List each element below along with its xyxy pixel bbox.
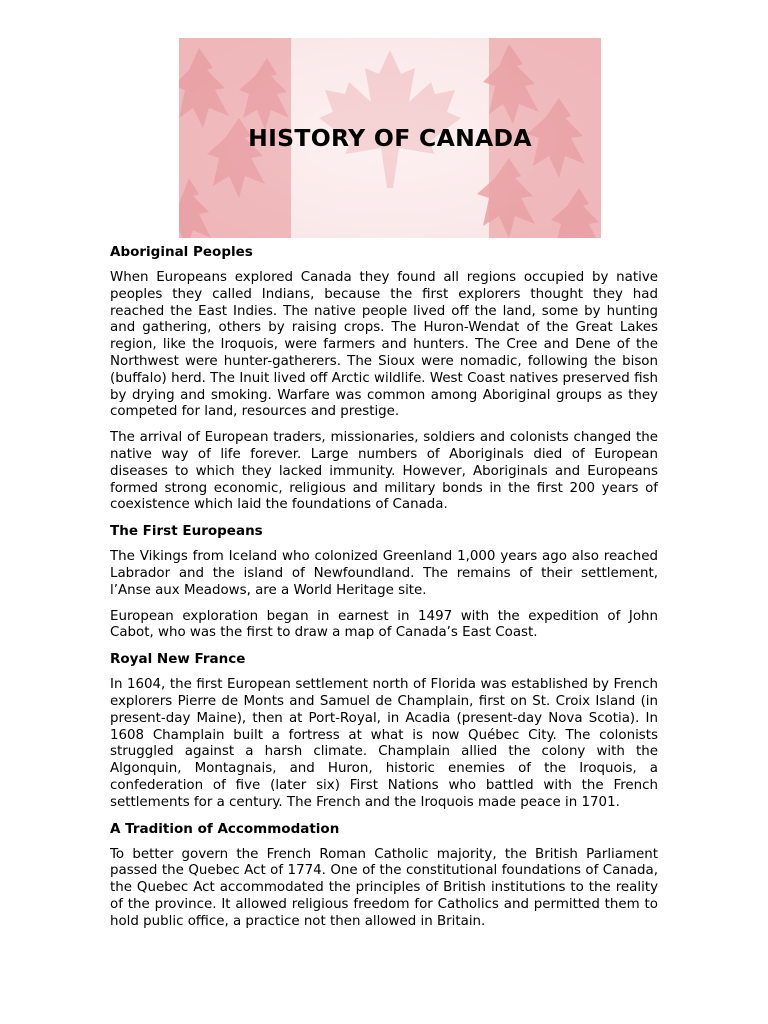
paragraph: To better govern the French Roman Catholic majority, the British Parliament passed the Quebec Act of 1774. One of the constitutional foundations of Canada, the Quebec Act accommodated the principles of British institutions to the reality of the province. It allowed religious freedom for Catholics and permitted them to hold public office, a practice not then allowed in Britain. xyxy=(110,846,658,929)
section-heading: Royal New France xyxy=(110,651,246,668)
paragraph: European exploration began in earnest in 1497 with the expedition of John Cabot, who was the first to draw a map of Canada’s East Coast. xyxy=(110,608,658,641)
section-first-europeans xyxy=(110,523,658,642)
section-heading: Aboriginal Peoples xyxy=(110,244,253,260)
section-heading: The First Europeans xyxy=(110,523,263,540)
paragraph: In 1604, the first European settlement north of Florida was established by French explorers Pierre de Monts and Samuel de Champlain, first on St. Croix Island (in present-day Maine), then at Port-Royal, in Acadia (present-day Nova Scotia). In 1608 Champlain built a fortress at what is now Québec City. The colonists struggled against a harsh climate. Champlain allied the colony with the Algonquin, Montagnais, and Huron, historic enemies of the Iroquois, a confederation of five (later six) First Nations who battled with the French settlements for a century. The French and the Iroquois made peace in 1701. xyxy=(110,677,658,810)
section-tradition-of-accommodation xyxy=(110,821,658,931)
title-banner xyxy=(179,38,601,238)
paragraph: The arrival of European traders, missionaries, soldiers and colonists changed the native way of life forever. Large numbers of Aboriginals died of European diseases to which they lacked immunity. However, Aboriginals and Europeans formed strong economic, religious and military bonds in the first 200 years of coexistence which laid the foundations of Canada. xyxy=(110,430,658,513)
section-heading: A Tradition of Accommodation xyxy=(110,820,340,837)
page-title: HISTORY OF CANADA xyxy=(248,124,532,152)
paragraph: The Vikings from Iceland who colonized Greenland 1,000 years ago also reached Labrador and the island of Newfoundland. The remains of their settlement, l’Anse aux Meadows, are a World Heritage site. xyxy=(110,549,658,598)
section-aboriginal-peoples xyxy=(110,244,658,514)
paragraph: When Europeans explored Canada they found all regions occupied by native peoples they called Indians, because the first explorers thought they had reached the East Indies. The native people lived off the land, some by hunting and gathering, others by raising crops. The Huron-Wendat of the Great Lakes region, like the Iroquois, were farmers and hunters. The Cree and Dene of the Northwest were hunter-gatherers. The Sioux were nomadic, following the bison (buffalo) herd. The Inuit lived off Arctic wildlife. West Coast natives preserved fish by drying and smoking. Warfare was common among Aboriginal groups as they competed for land, resources and prestige. xyxy=(110,270,658,420)
section-royal-new-france xyxy=(110,651,658,811)
document-body xyxy=(110,244,658,940)
